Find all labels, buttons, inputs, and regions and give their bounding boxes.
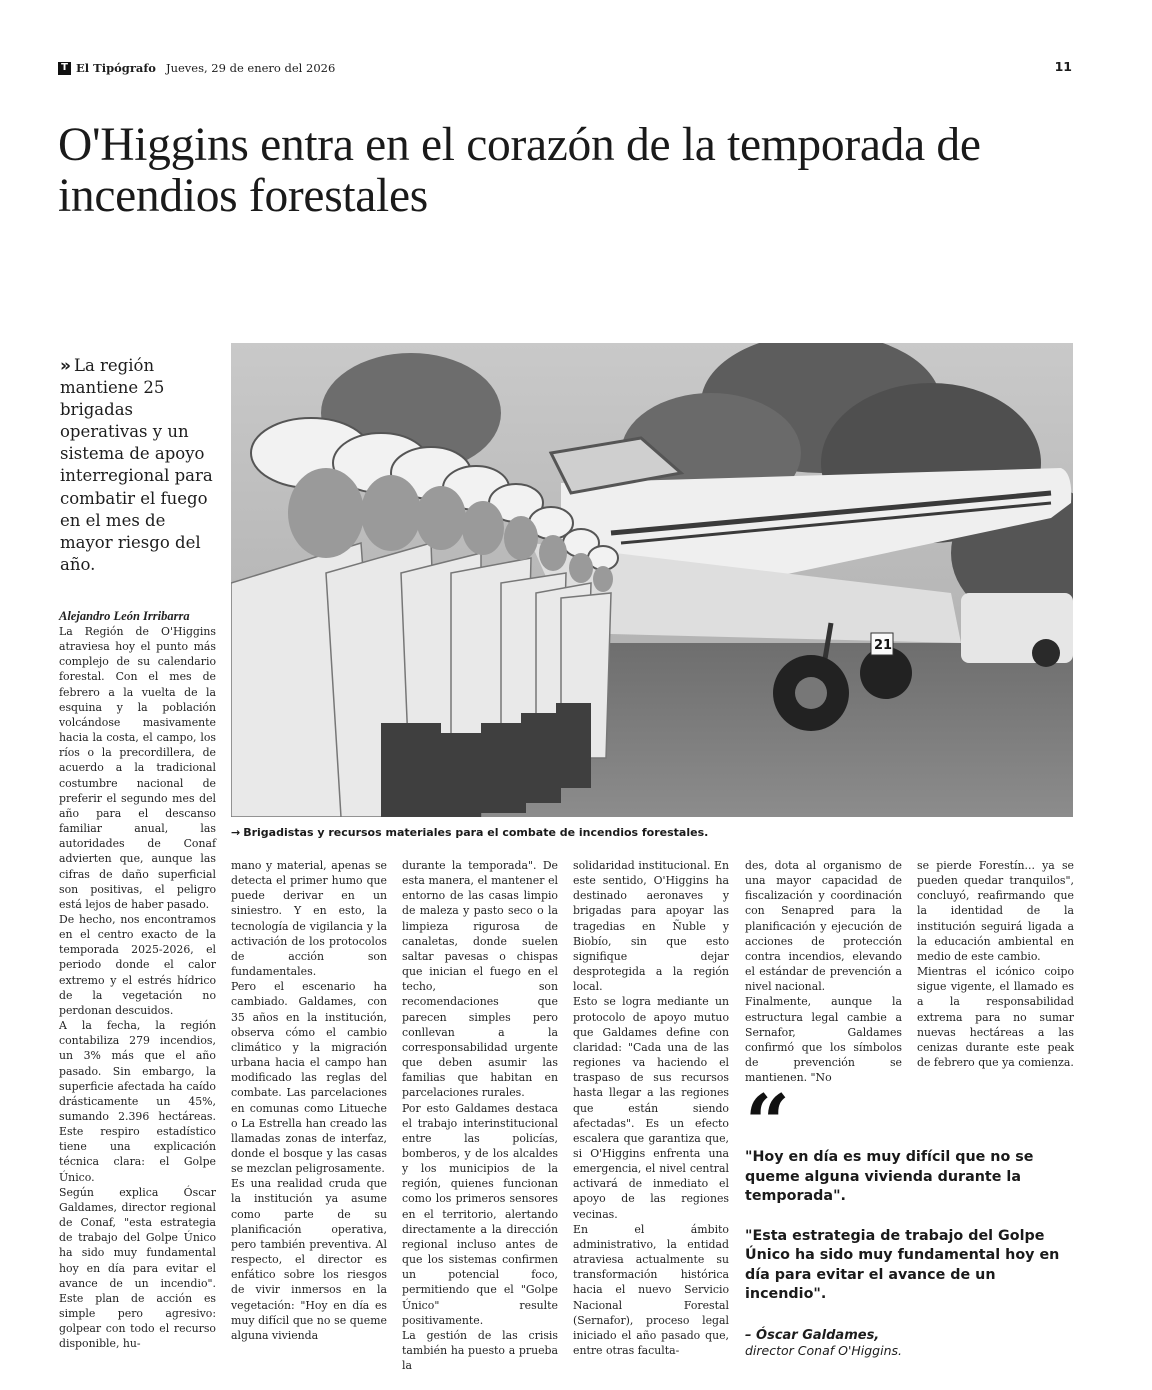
quote-author-role: director Conaf O'Higgins. (745, 1342, 903, 1358)
article-column-3 (402, 858, 558, 1373)
deck-arrow-icon: » (60, 356, 71, 376)
paragraph: De hecho, nos encontramos en el centro exacto de la temporada 2025-2026, el periodo donde el calor extremo y el estrés hídrico de la vegetación no perdonan descuidos. (59, 912, 216, 1017)
pull-quote (745, 1078, 1080, 1359)
quote-text-1: "Hoy en día es muy difícil que no se queme alguna vivienda durante la temporada". (745, 1149, 1034, 1204)
paragraph: La Región de O'Higgins atraviesa hoy el punto más complejo de su calendario forestal. Con el mes de febrero a la vuelta de la esquina y la población volcándose masivamente hacia la costa, el campo, los ríos o la precordillera, de acuerdo a la tradicional costumbre nacional de preferir el segundo mes del año para el descanso familiar anual, las autoridades de Conaf advierten que, aunque las cifras de daño superficial son positivas, el peligro está lejos de haber pasado. (59, 625, 216, 911)
caption-arrow-icon: → (231, 826, 241, 839)
paragraph: Finalmente, aunque la estructura legal cambie a Sernafor, Galdames confirmó que los símbolos de prevención se mantienen. "No (745, 995, 902, 1085)
paragraph: Por esto Galdames destaca el trabajo interinstitucional entre las policías, bomberos, y de los alcaldes y los municipios de la región, quienes funcionan como los primeros sensores en el territorio, alertando directamente a la dirección regional incluso antes de que los sistemas confirmen un potencial foco, permitiendo que el "Golpe Único" resulte positivamente. (402, 1101, 558, 1327)
paragraph: Según explica Óscar Galdames, director regional de Conaf, "esta estrategia de trabajo del Golpe Único ha sido muy fundamental hoy en día para evitar el avance de un incendio". Este plan de acción es simple pero agresivo: golpear con todo el recurso disponible, hu- (59, 1185, 216, 1351)
plane-number-label: 21 (874, 638, 893, 653)
article-column-6 (917, 858, 1074, 1070)
paragraph: Mientras el icónico coipo sigue vigente, el llamado es a la responsabilidad extrema para no sumar nuevas hectáreas a las cenizas durante este peak de febrero que ya comienza. (917, 965, 1074, 1070)
publication-logo-icon: T (58, 62, 71, 75)
publication-name: El Tipógrafo (76, 61, 156, 75)
paragraph: A la fecha, la región contabiliza 279 incendios, un 3% más que el año pasado. Sin embargo, la superficie afectada ha caído drásticamente un 45%, sumando 2.396 hectáreas. Este respiro estadístico tiene una explicación técnica clara: el Golpe Único. (59, 1019, 216, 1184)
paragraph: Es una realidad cruda que la institución ya asume como parte de su planificación operativa, pero también preventiva. Al respecto, el director es enfático sobre los riesgos de vivir inmersos en la vegetación: "Hoy en día es muy difícil que no se queme alguna vivienda (231, 1177, 387, 1342)
article-column-4 (573, 858, 729, 1358)
paragraph: des, dota al organismo de una mayor capacidad de fiscalización y coordinación con Senapred para la planificación y ejecución de acciones de protección contra incendios, elevando el estándar de prevención a nivel nacional. (745, 859, 902, 994)
quote-text-2: "Esta estrategia de trabajo del Golpe Único ha sido muy fundamental hoy en día para evitar el avance de un incendio". (745, 1227, 1060, 1302)
article-headline: O'Higgins entra en el corazón de la temporada de incendios forestales (58, 119, 981, 222)
paragraph: solidaridad institucional. En este sentido, O'Higgins ha destinado aeronaves y brigadas para apoyar las tragedias en Ñuble y Biobío, sin que esto signifique dejar desprotegida a la región local. (573, 859, 729, 994)
issue-date: Jueves, 29 de enero del 2026 (165, 61, 336, 75)
paragraph: Pero el escenario ha cambiado. Galdames, con 35 años en la institución, observa cómo el cambio climático y la migración urbana hacia el campo han modificado las reglas del combate. Las parcelaciones en comunas como Litueche o La Estrella han creado las llamadas zonas de interfaz, donde el bosque y las casas se mezclan peligrosamente. (231, 980, 387, 1176)
quote-author: – Óscar Galdames, (745, 1327, 880, 1343)
paragraph: La gestión de las crisis también ha puesto a prueba la (402, 1328, 558, 1373)
page-number: 11 (1054, 59, 1072, 74)
paragraph: mano y material, apenas se detecta el primer humo que puede derivar en un siniestro. Y en esto, la tecnología de vigilancia y la activación de los protocolos de acción son fundamentales. (231, 859, 387, 979)
article-deck (60, 355, 220, 576)
article-column-5 (745, 858, 902, 1085)
paragraph: durante la temporada". De esta manera, el mantener el entorno de las casas limpio de maleza y pasto seco o la limpieza rigurosa de canaletas, donde suelen saltar pavesas o chispas que inician el fuego en el techo, son recomendaciones que parecen simples pero conllevan a la corresponsabilidad urgente que deben asumir las familias que habitan en parcelaciones rurales. (402, 859, 558, 1100)
brigade-airplane-illustration (231, 343, 1073, 817)
paragraph: Esto se logra mediante un protocolo de apoyo mutuo que Galdames define con claridad: "Cada una de las regiones va haciendo el traspaso de sus recursos hasta llegar a las regiones que están siendo afectadas". Es un efecto escalera que garantiza que, si O'Higgins enfrenta una emergencia, el nivel central activará de inmediato el apoyo de las regiones vecinas. (573, 995, 729, 1221)
article-column-1 (59, 609, 216, 1352)
deck-text: La región mantiene 25 brigadas operativas y un sistema de apoyo interregional para combatir el fuego en el mes de mayor riesgo del año. (60, 356, 213, 574)
paragraph: En el ámbito administrativo, la entidad atraviesa actualmente su transformación histórica hacia el nuevo Servicio Nacional Forestal (Sernafor), proceso legal iniciado el año pasado que, entre otras faculta- (573, 1222, 729, 1357)
photo-caption (231, 826, 1073, 839)
quote-mark-icon: “ (745, 1078, 784, 1169)
byline: Alejandro León Irribarra (59, 609, 190, 623)
caption-text: Brigadistas y recursos materiales para el combate de incendios forestales. (243, 826, 709, 839)
article-photo (231, 343, 1073, 817)
paragraph: se pierde Forestín... ya se pueden quedar tranquilos", concluyó, reafirmando que la identidad de la institución seguirá ligada a la educación ambiental en medio de este cambio. (917, 859, 1074, 963)
article-column-2 (231, 858, 387, 1343)
masthead (58, 59, 335, 77)
